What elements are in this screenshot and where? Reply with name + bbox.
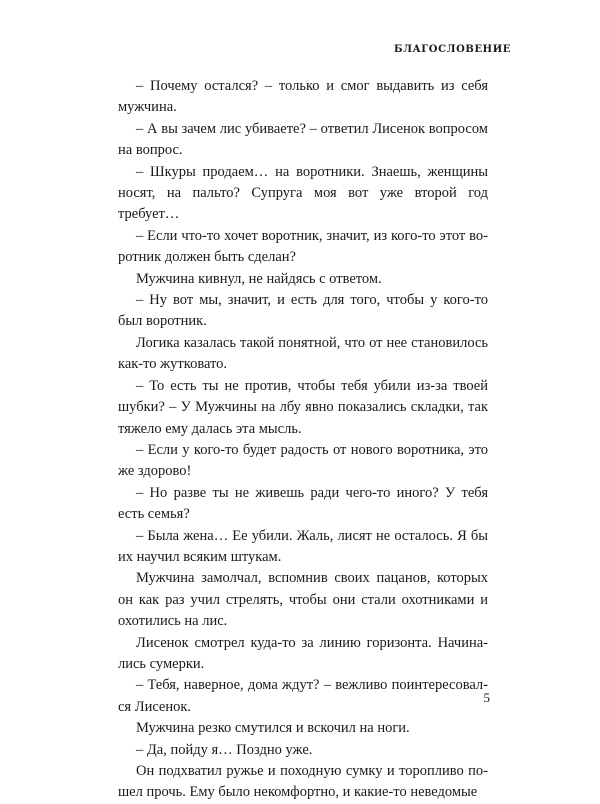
running-header-title: БЛАГОСЛОВЕНИЕ: [393, 44, 511, 55]
paragraph-9: – Если у кого-то будет радость от нового воротника, это же здорово!: [118, 441, 488, 480]
paragraph-6: – Ну вот мы, значит, и есть для того, чтобы у кого-то был воротник.: [118, 292, 488, 330]
paragraph-3: – Шкуры продаем… на воротники. Знаешь, женщины носят, на пальто? Супруга моя вот уже второй год требует…: [118, 163, 488, 223]
paragraph-5: Мужчина кивнул, не найдясь с ответом.: [136, 270, 382, 287]
paragraph-17: Он подхватил ружье и походную сумку и торопливо пошел прочь. Ему было некомфортно, и какие-то неведомые: [118, 763, 488, 801]
paragraph-7: Логика казалась такой понятной, что от нее становилось как-то жутковато.: [118, 334, 488, 373]
paragraph-8: – То есть ты не против, чтобы тебя убили из-за твоей шубки? – У Мужчины на лбу явно показались складки, так тяжело ему далась эта мысль.: [118, 377, 488, 437]
paragraph-2: – А вы зачем лис убиваете? – ответил Лисенок вопросом на вопрос.: [118, 120, 488, 159]
paragraph-15: Мужчина резко смутился и вскочил на ноги.: [136, 720, 410, 737]
paragraph-1: – Почему остался? – только и смог выдавить из себя мужчина.: [118, 78, 488, 116]
paragraph-12: Мужчина замолчал, вспомнив своих пацанов, которых он как раз учил стрелять, чтобы они стали охотниками и охотились на лис.: [118, 570, 488, 630]
page-body-text: [118, 76, 488, 804]
paragraph-4: – Если что-то хочет воротник, значит, из кого-то этот воротник должен быть сделан?: [118, 227, 488, 266]
paragraph-13: Лисенок смотрел куда-то за линию горизонта. Начинались сумерки.: [118, 634, 488, 672]
page-number: 5: [483, 690, 490, 705]
paragraph-14: – Тебя, наверное, дома ждут? – вежливо поинтересовался Лисенок.: [118, 677, 488, 715]
paragraph-16: – Да, пойду я… Поздно уже.: [136, 741, 313, 758]
paragraph-10: – Но разве ты не живешь ради чего-то иного? У тебя есть семья?: [118, 484, 488, 523]
paragraph-11: – Была жена… Ее убили. Жаль, лисят не осталось. Я бы их научил всяким штукам.: [118, 527, 488, 565]
